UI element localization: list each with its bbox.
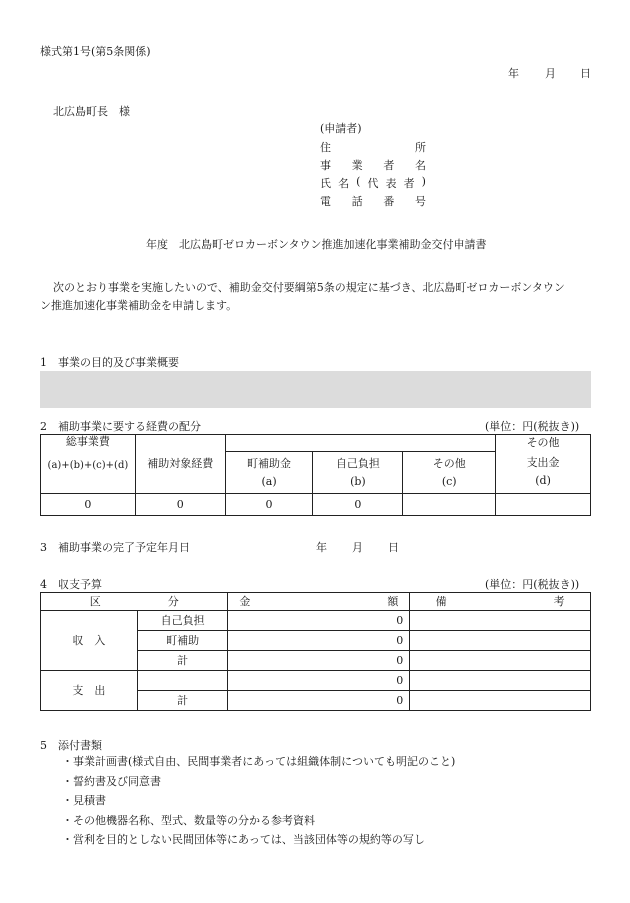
document-title: 年度 北広島町ゼロカーボンタウン推進加速化事業補助金交付申請書 xyxy=(146,238,487,251)
attachment-list xyxy=(62,752,455,850)
form-id: 様式第1号(第5条関係) xyxy=(40,45,151,58)
name-label-char: 代 xyxy=(367,177,379,190)
town-subsidy-sub: (a) xyxy=(261,474,277,488)
phone-label-char: 号 xyxy=(414,195,426,208)
note-header-char: 考 xyxy=(553,594,565,608)
section5-heading: 5 添付書類 xyxy=(40,739,102,752)
business-label-char: 名 xyxy=(414,159,426,172)
date-month: 月 xyxy=(545,67,556,80)
amount-header-char: 金 xyxy=(239,594,251,608)
income-amount[interactable]: 0 xyxy=(228,631,410,651)
expense-item[interactable] xyxy=(137,671,228,691)
completion-year: 年 xyxy=(316,541,327,554)
income-note[interactable] xyxy=(410,651,591,671)
town-subsidy-label: 町補助金 xyxy=(247,456,292,470)
attachment-item: ・誓約書及び同意書 xyxy=(62,774,161,788)
name-label-char: 氏 xyxy=(320,177,331,190)
attachment-item: ・見積書 xyxy=(62,794,106,807)
representative-label xyxy=(320,175,426,191)
address-label-char: 所 xyxy=(415,141,426,154)
income-label: 収 入 xyxy=(41,611,138,671)
address-label xyxy=(320,139,426,155)
category-header xyxy=(41,593,228,611)
expense-label: 支 出 xyxy=(41,671,138,711)
purpose-field[interactable] xyxy=(40,371,591,408)
income-item: 自己負担 xyxy=(137,611,228,631)
phone-label-char: 話 xyxy=(351,195,363,208)
income-total-label: 計 xyxy=(137,651,228,671)
section4-heading: 4 収支予算 xyxy=(40,578,102,591)
section3-heading: 3 補助事業の完了予定年月日 xyxy=(40,541,190,554)
expense-total-label: 計 xyxy=(137,691,228,711)
category-header-char: 分 xyxy=(167,594,179,608)
name-label-char: 名 xyxy=(338,177,350,190)
name-label-char: 表 xyxy=(385,177,397,190)
name-label-char: 者 xyxy=(403,177,415,190)
intro-line-2: ン推進加速化事業補助金を申請します。 xyxy=(40,299,238,312)
completion-month: 月 xyxy=(352,541,363,554)
income-note[interactable] xyxy=(410,631,591,651)
income-note[interactable] xyxy=(410,611,591,631)
expense-total-amount[interactable]: 0 xyxy=(228,691,410,711)
note-header-char: 備 xyxy=(435,594,447,608)
self-burden-header xyxy=(313,452,403,494)
total-cost-formula: (a)+(b)+(c)+(d) xyxy=(47,460,129,471)
expense-note[interactable] xyxy=(410,691,591,711)
self-burden-value[interactable]: 0 xyxy=(313,494,403,516)
eligible-cost-header: 補助対象経費 xyxy=(135,435,225,494)
other-expense-header xyxy=(496,452,591,494)
self-burden-sub: (b) xyxy=(350,474,366,488)
other-sub: (c) xyxy=(441,474,457,488)
other-value[interactable] xyxy=(403,494,496,516)
town-subsidy-header xyxy=(225,452,313,494)
other-header xyxy=(403,452,496,494)
other-expense-sub: (d) xyxy=(535,474,551,488)
other-expense-top: その他 xyxy=(496,435,591,452)
name-label-char: ) xyxy=(421,175,426,188)
town-subsidy-value[interactable]: 0 xyxy=(225,494,313,516)
business-label-char: 者 xyxy=(383,159,395,172)
business-label-char: 業 xyxy=(351,159,363,172)
total-cost-label: 総事業費 xyxy=(65,435,110,448)
section4-unit: (単位：円(税抜き)) xyxy=(485,578,580,591)
other-label: その他 xyxy=(432,456,466,470)
other-expense-value[interactable] xyxy=(496,494,591,516)
note-header xyxy=(410,593,591,611)
section2-unit: (単位：円(税抜き)) xyxy=(485,420,580,433)
phone-label-char: 電 xyxy=(320,195,331,208)
section2-heading: 2 補助事業に要する経費の配分 xyxy=(40,420,201,433)
attachment-item: ・その他機器名称、型式、数量等の分かる参考資料 xyxy=(62,813,315,827)
date-day: 日 xyxy=(580,67,591,80)
amount-header xyxy=(228,593,410,611)
income-amount[interactable]: 0 xyxy=(228,611,410,631)
category-header-char: 区 xyxy=(89,594,101,608)
other-expense-label: 支出金 xyxy=(526,456,560,470)
attachment-item: ・営利を目的としない民間団体等にあっては、当該団体等の規約等の写し xyxy=(62,833,425,846)
phone-label xyxy=(320,193,426,209)
expense-note[interactable] xyxy=(410,671,591,691)
phone-label-char: 番 xyxy=(383,195,395,208)
budget-table xyxy=(40,592,591,711)
eligible-cost-value[interactable]: 0 xyxy=(135,494,225,516)
cost-allocation-table xyxy=(40,434,591,516)
amount-header-char: 額 xyxy=(387,594,399,608)
address-label-char: 住 xyxy=(320,141,331,154)
business-name-label xyxy=(320,157,426,173)
total-cost-header xyxy=(41,435,136,494)
applicant-header: (申請者) xyxy=(320,122,362,135)
income-item: 町補助 xyxy=(137,631,228,651)
completion-day: 日 xyxy=(388,541,399,554)
section1-heading: 1 事業の目的及び事業概要 xyxy=(40,356,179,369)
expense-amount[interactable]: 0 xyxy=(228,671,410,691)
intro-line-1: 次のとおり事業を実施したいので、補助金交付要綱第5条の規定に基づき、北広島町ゼロカーボンタウン xyxy=(53,281,565,294)
self-burden-label: 自己負担 xyxy=(335,456,380,470)
income-total-amount[interactable]: 0 xyxy=(228,651,410,671)
date-year: 年 xyxy=(508,67,519,80)
total-cost-value[interactable]: 0 xyxy=(41,494,136,516)
header-blank xyxy=(225,435,495,452)
attachment-item: ・事業計画書(様式自由、民間事業者にあっては組織体制についても明記のこと) xyxy=(62,755,456,768)
addressee: 北広島町長 様 xyxy=(53,105,130,118)
business-label-char: 事 xyxy=(320,159,331,172)
name-label-char: ( xyxy=(356,175,361,188)
